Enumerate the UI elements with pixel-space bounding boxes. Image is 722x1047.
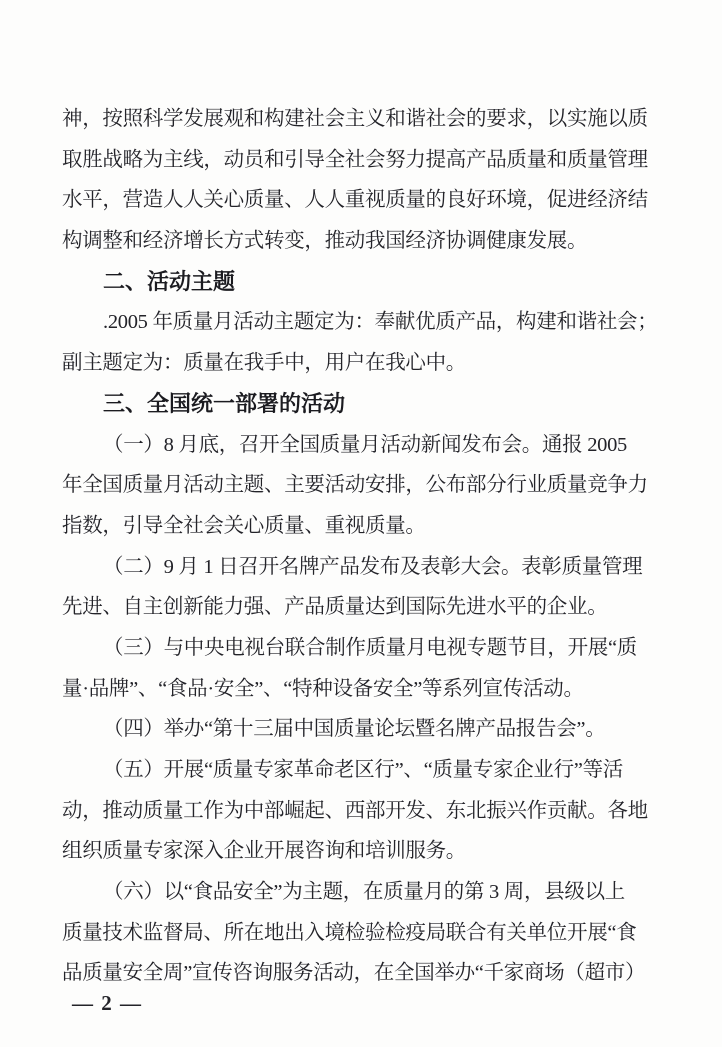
text-line: 水平，营造人人关心质量、人人重视质量的良好环境，促进经济结 bbox=[62, 189, 648, 212]
section-heading: 三、全国统一部署的活动 bbox=[103, 390, 346, 416]
text-line: 质量技术监督局、所在地出入境检验检疫局联合有关单位开展“食 bbox=[62, 921, 637, 944]
text-line: （四）举办“第十三届中国质量论坛暨名牌产品报告会”。 bbox=[103, 718, 606, 741]
text-line: （二）9 月 1 日召开名牌产品发布及表彰大会。表彰质量管理 bbox=[103, 555, 643, 578]
document-body bbox=[62, 99, 656, 994]
text-line: 神，按照科学发展观和构建社会主义和谐社会的要求，以实施以质 bbox=[62, 108, 648, 130]
text-line: （三）与中央电视台联合制作质量月电视专题节目，开展“质 bbox=[103, 636, 637, 659]
text-line: 动，推动质量工作为中部崛起、西部开发、东北振兴作贡献。各地 bbox=[62, 799, 648, 822]
text-line: 品质量安全周”宣传咨询服务活动，在全国举办“千家商场（超市） bbox=[62, 962, 646, 985]
text-line: 先进、自主创新能力强、产品质量达到国际先进水平的企业。 bbox=[62, 596, 608, 619]
text-line: 组织质量专家深入企业开展咨询和培训服务。 bbox=[62, 840, 466, 863]
page-number bbox=[72, 988, 143, 1018]
text-line: （五）开展“质量专家革命老区行”、“质量专家企业行”等活 bbox=[103, 759, 623, 781]
text-line: 量·品牌”、“食品·安全”、“特种设备安全”等系列宣传活动。 bbox=[62, 677, 584, 700]
page-number-text: — 2 — bbox=[72, 991, 143, 1015]
text-line: 取胜战略为主线，动员和引导全社会努力提高产品质量和质量管理 bbox=[62, 148, 648, 171]
text-line: 副主题定为：质量在我手中，用户在我心中。 bbox=[62, 352, 466, 375]
text-line: 构调整和经济增长方式转变，推动我国经济协调健康发展。 bbox=[62, 230, 588, 253]
text-line: （一）8 月底，召开全国质量月活动新闻发布会。通报 2005 bbox=[103, 433, 627, 456]
text-line: （六）以“食品安全”为主题，在质量月的第 3 周，县级以上 bbox=[103, 881, 625, 904]
text-line: .2005 年质量月活动主题定为：奉献优质产品，构建和谐社会； bbox=[103, 311, 658, 334]
section-heading: 二、活动主题 bbox=[103, 268, 236, 294]
text-line: 年全国质量月活动主题、主要活动安排，公布部分行业质量竞争力 bbox=[62, 474, 648, 497]
text-line: 指数，引导全社会关心质量、重视质量。 bbox=[62, 514, 426, 537]
